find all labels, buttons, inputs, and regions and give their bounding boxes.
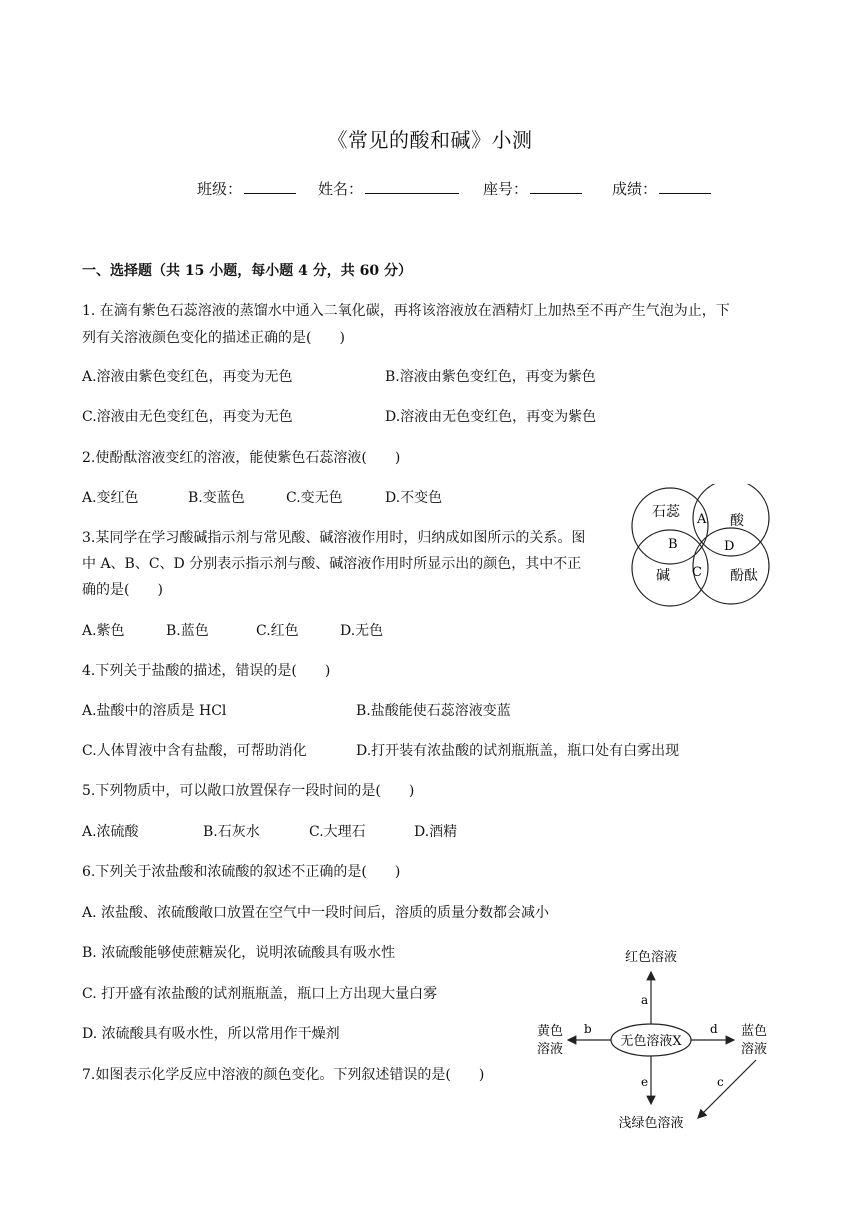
venn-label-base: 碱: [656, 568, 670, 584]
left-label-1: 黄色: [536, 1024, 564, 1039]
q5-option-d: D.酒精: [414, 824, 458, 840]
q5-option-a: A.浓硫酸: [82, 824, 139, 840]
q1-option-c: C.溶液由无色变红色，再变为无色: [82, 409, 293, 425]
class-field: [197, 178, 296, 199]
venn-label-phenolphthalein: 酚酞: [730, 568, 758, 584]
q4-option-c: C.人体胃液中含有盐酸，可帮助消化: [82, 743, 307, 759]
q6-option-b: B. 浓硫酸能够使蔗糖炭化，说明浓硫酸具有吸水性: [82, 945, 396, 961]
q1-stem-line1: 1. 在滴有紫色石蕊溶液的蒸馏水中通入二氧化碳，再将该溶液放在酒精灯上加热至不再产生气泡为止，下: [82, 303, 730, 319]
q2-option-a: A.变红色: [82, 490, 139, 506]
q3-stem-line3: 确的是( ): [82, 582, 163, 598]
score-field: [612, 178, 711, 199]
q1-option-d: D.溶液由无色变红色，再变为紫色: [385, 409, 597, 425]
venn-region-d: D: [724, 539, 735, 554]
score-label: 成绩：: [612, 180, 658, 198]
venn-region-b: B: [668, 537, 678, 552]
left-label-2: 溶液: [536, 1042, 564, 1057]
q6-option-a: A. 浓盐酸、浓硫酸敞口放置在空气中一段时间后，溶质的质量分数都会减小: [82, 905, 550, 921]
right-label-2: 溶液: [740, 1042, 768, 1057]
q3-option-b: B.蓝色: [166, 623, 209, 639]
q2-option-b: B.变蓝色: [188, 490, 245, 506]
arrow-label-d: d: [710, 1022, 718, 1036]
q4-stem: 4.下列关于盐酸的描述，错误的是( ): [82, 663, 331, 679]
q3-stem-line2: 中 A、B、C、D 分别表示指示剂与酸、碱溶液作用时所显示出的颜色，其中不正: [82, 556, 582, 572]
q6-stem: 6.下列关于浓盐酸和浓硫酸的叙述不正确的是( ): [82, 864, 401, 880]
q4-option-a: A.盐酸中的溶质是 HCl: [82, 703, 227, 719]
arrow-c: [698, 1060, 756, 1118]
color-change-diagram: [524, 940, 784, 1140]
right-label-1: 蓝色: [740, 1024, 768, 1039]
venn-label-litmus: 石蕊: [652, 504, 680, 520]
name-blank[interactable]: [365, 179, 459, 194]
name-label: 姓名：: [318, 180, 364, 198]
arrow-label-b: b: [584, 1022, 592, 1036]
q5-option-c: C.大理石: [309, 824, 366, 840]
venn-label-acid: 酸: [730, 513, 744, 529]
class-label: 班级：: [197, 180, 243, 198]
q6-option-c: C. 打开盛有浓盐酸的试剂瓶瓶盖，瓶口上方出现大量白雾: [82, 986, 438, 1002]
q1-stem-line2: 列有关溶液颜色变化的描述正确的是( ): [82, 330, 345, 346]
venn-region-c: C: [692, 565, 702, 580]
q3-option-d: D.无色: [340, 623, 384, 639]
q3-option-c: C.红色: [256, 623, 299, 639]
q5-option-b: B.石灰水: [203, 824, 260, 840]
q3-option-a: A.紫色: [82, 623, 125, 639]
q2-stem: 2.使酚酞溶液变红的溶液，能使紫色石蕊溶液( ): [82, 450, 401, 466]
section-heading: 一、选择题（共 15 小题，每小题 4 分，共 60 分）: [82, 263, 412, 279]
score-blank[interactable]: [659, 179, 711, 194]
arrow-label-a: a: [641, 993, 649, 1007]
q6-option-d: D. 浓硫酸具有吸水性，所以常用作干燥剂: [82, 1026, 340, 1042]
q1-option-a: A.溶液由紫色变红色，再变为无色: [82, 369, 293, 385]
arrow-label-c: c: [717, 1075, 724, 1089]
q2-option-c: C.变无色: [286, 490, 343, 506]
q3-stem-line1: 3.某同学在学习酸碱指示剂与常见酸、碱溶液作用时，归纳成如图所示的关系。图: [82, 530, 586, 546]
q5-stem: 5.下列物质中，可以敞口放置保存一段时间的是( ): [82, 783, 415, 799]
q4-option-d: D.打开装有浓盐酸的试剂瓶瓶盖，瓶口处有白雾出现: [356, 743, 680, 759]
bottom-label: 浅绿色溶液: [618, 1116, 684, 1131]
venn-region-a: A: [697, 512, 707, 527]
seat-field: [483, 178, 582, 199]
page-title: 《常见的酸和碱》小测: [327, 128, 533, 152]
seat-label: 座号：: [483, 180, 529, 198]
q4-option-b: B.盐酸能使石蕊溶液变蓝: [356, 703, 511, 719]
class-blank[interactable]: [244, 179, 296, 194]
center-label: 无色溶液X: [620, 1034, 682, 1049]
name-field: [318, 178, 459, 199]
q1-option-b: B.溶液由紫色变红色，再变为紫色: [385, 369, 596, 385]
seat-blank[interactable]: [530, 179, 582, 194]
arrow-label-e: e: [641, 1075, 649, 1089]
q2-option-d: D.不变色: [385, 490, 443, 506]
venn-diagram: [628, 484, 776, 608]
top-label: 红色溶液: [624, 950, 678, 965]
q7-stem: 7.如图表示化学反应中溶液的颜色变化。下列叙述错误的是( ): [82, 1067, 485, 1083]
